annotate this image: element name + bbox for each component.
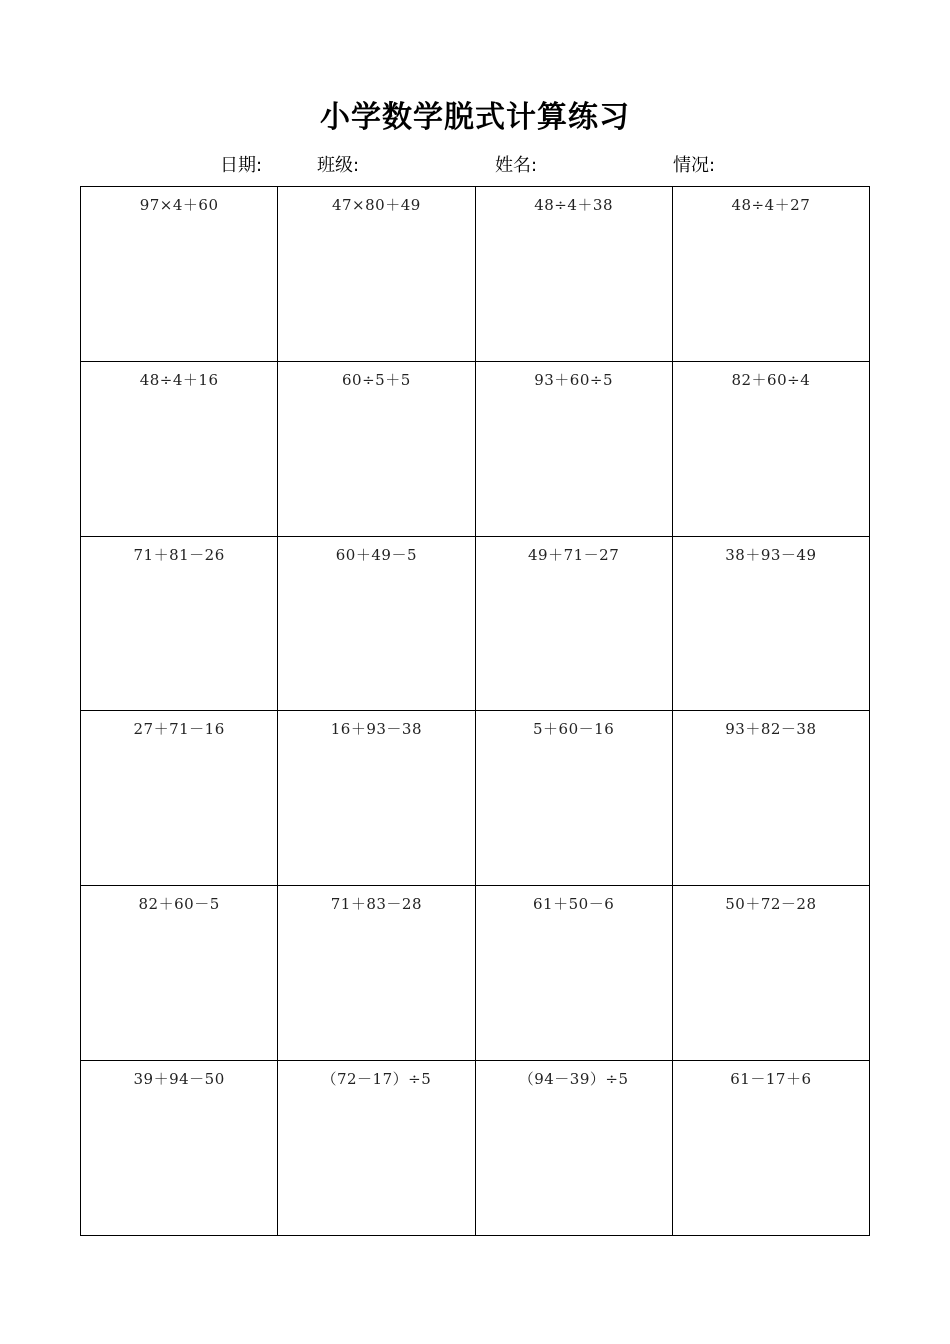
problem-cell: 48÷4＋27 [673,187,870,362]
page-title: 小学数学脱式计算练习 [320,100,630,135]
problem-cell: 60÷5＋5 [278,362,475,537]
problem-cell: 61＋50－6 [476,886,673,1061]
problem-cell: 5＋60－16 [476,711,673,886]
problem-cell: 60＋49－5 [278,537,475,712]
problem-cell: 97×4＋60 [81,187,278,362]
problem-cell: （94－39）÷5 [476,1061,673,1236]
problem-cell: 48÷4＋38 [476,187,673,362]
problem-cell: 82＋60－5 [81,886,278,1061]
problem-cell: 49＋71－27 [476,537,673,712]
problem-cell: 93＋60÷5 [476,362,673,537]
problem-cell: 16＋93－38 [278,711,475,886]
problem-cell: 47×80＋49 [278,187,475,362]
problem-cell: 61－17＋6 [673,1061,870,1236]
problem-cell: 71＋83－28 [278,886,475,1061]
problem-cell: 38＋93－49 [673,537,870,712]
problem-cell: （72－17）÷5 [278,1061,475,1236]
problem-cell: 48÷4＋16 [81,362,278,537]
problem-cell: 71＋81－26 [81,537,278,712]
status-label: 情况: [673,155,716,176]
problem-cell: 93＋82－38 [673,711,870,886]
problem-cell: 82＋60÷4 [673,362,870,537]
problem-cell: 39＋94－50 [81,1061,278,1236]
name-label: 姓名: [495,155,538,176]
problem-cell: 50＋72－28 [673,886,870,1061]
problem-grid [80,186,870,1236]
class-label: 班级: [317,155,360,176]
date-label: 日期: [220,155,263,176]
problem-cell: 27＋71－16 [81,711,278,886]
